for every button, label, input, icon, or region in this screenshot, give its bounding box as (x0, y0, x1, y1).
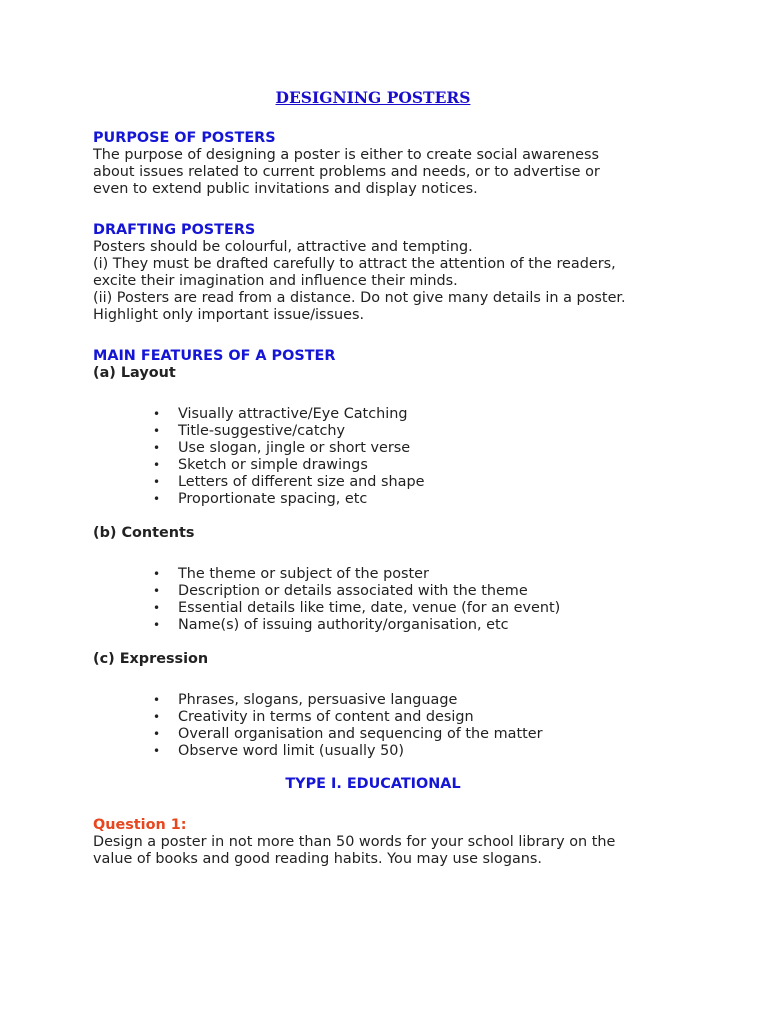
purpose-text: The purpose of designing a poster is either to create social awareness about issues related to current problems and needs, or to advertise or even to extend public invitations and display notices. (93, 147, 600, 197)
expression-label: (c) Expression (93, 651, 209, 667)
list-item: • Sketch or simple drawings (93, 457, 693, 474)
list-item: • Essential details like time, date, venue (for an event) (93, 600, 693, 617)
layout-list (93, 406, 693, 508)
list-item: • Visually attractive/Eye Catching (93, 406, 693, 423)
list-item: • Title-suggestive/catchy (93, 423, 693, 440)
drafting-text: Posters should be colourful, attractive and tempting. (i) They must be drafted carefully to attract the attention of the readers, excite their imagination and influence their minds. (ii) Posters are read from a distance. Do not give many details in a poster. Highlight only important issue/issues. (93, 239, 626, 323)
page-title: DESIGNING POSTERS (275, 88, 471, 107)
question-section (93, 817, 693, 868)
list-item: • Use slogan, jingle or short verse (93, 440, 693, 457)
question-label: Question 1: (93, 817, 187, 833)
list-item: • Creativity in terms of content and design (93, 709, 693, 726)
drafting-section (93, 222, 693, 324)
features-heading: MAIN FEATURES OF A POSTER (93, 348, 336, 364)
list-item: • Observe word limit (usually 50) (93, 743, 693, 760)
list-item: • Name(s) of issuing authority/organisation, etc (93, 617, 693, 634)
type-heading: TYPE I. EDUCATIONAL (285, 776, 461, 792)
list-item: • Letters of different size and shape (93, 474, 693, 491)
contents-label: (b) Contents (93, 525, 195, 541)
expression-section (93, 651, 693, 668)
features-section (93, 348, 693, 382)
contents-list (93, 566, 693, 634)
list-item: • Overall organisation and sequencing of the matter (93, 726, 693, 743)
expression-list (93, 692, 693, 760)
list-item: • Phrases, slogans, persuasive language (93, 692, 693, 709)
list-item: • Proportionate spacing, etc (93, 491, 693, 508)
list-item: • Description or details associated with the theme (93, 583, 693, 600)
list-item: • The theme or subject of the poster (93, 566, 693, 583)
question-text: Design a poster in not more than 50 words for your school library on the value of books and good reading habits. You may use slogans. (93, 834, 616, 867)
purpose-section (93, 130, 693, 198)
purpose-heading: PURPOSE OF POSTERS (93, 130, 276, 146)
layout-label: (a) Layout (93, 365, 176, 381)
drafting-heading: DRAFTING POSTERS (93, 222, 256, 238)
contents-section (93, 525, 693, 542)
